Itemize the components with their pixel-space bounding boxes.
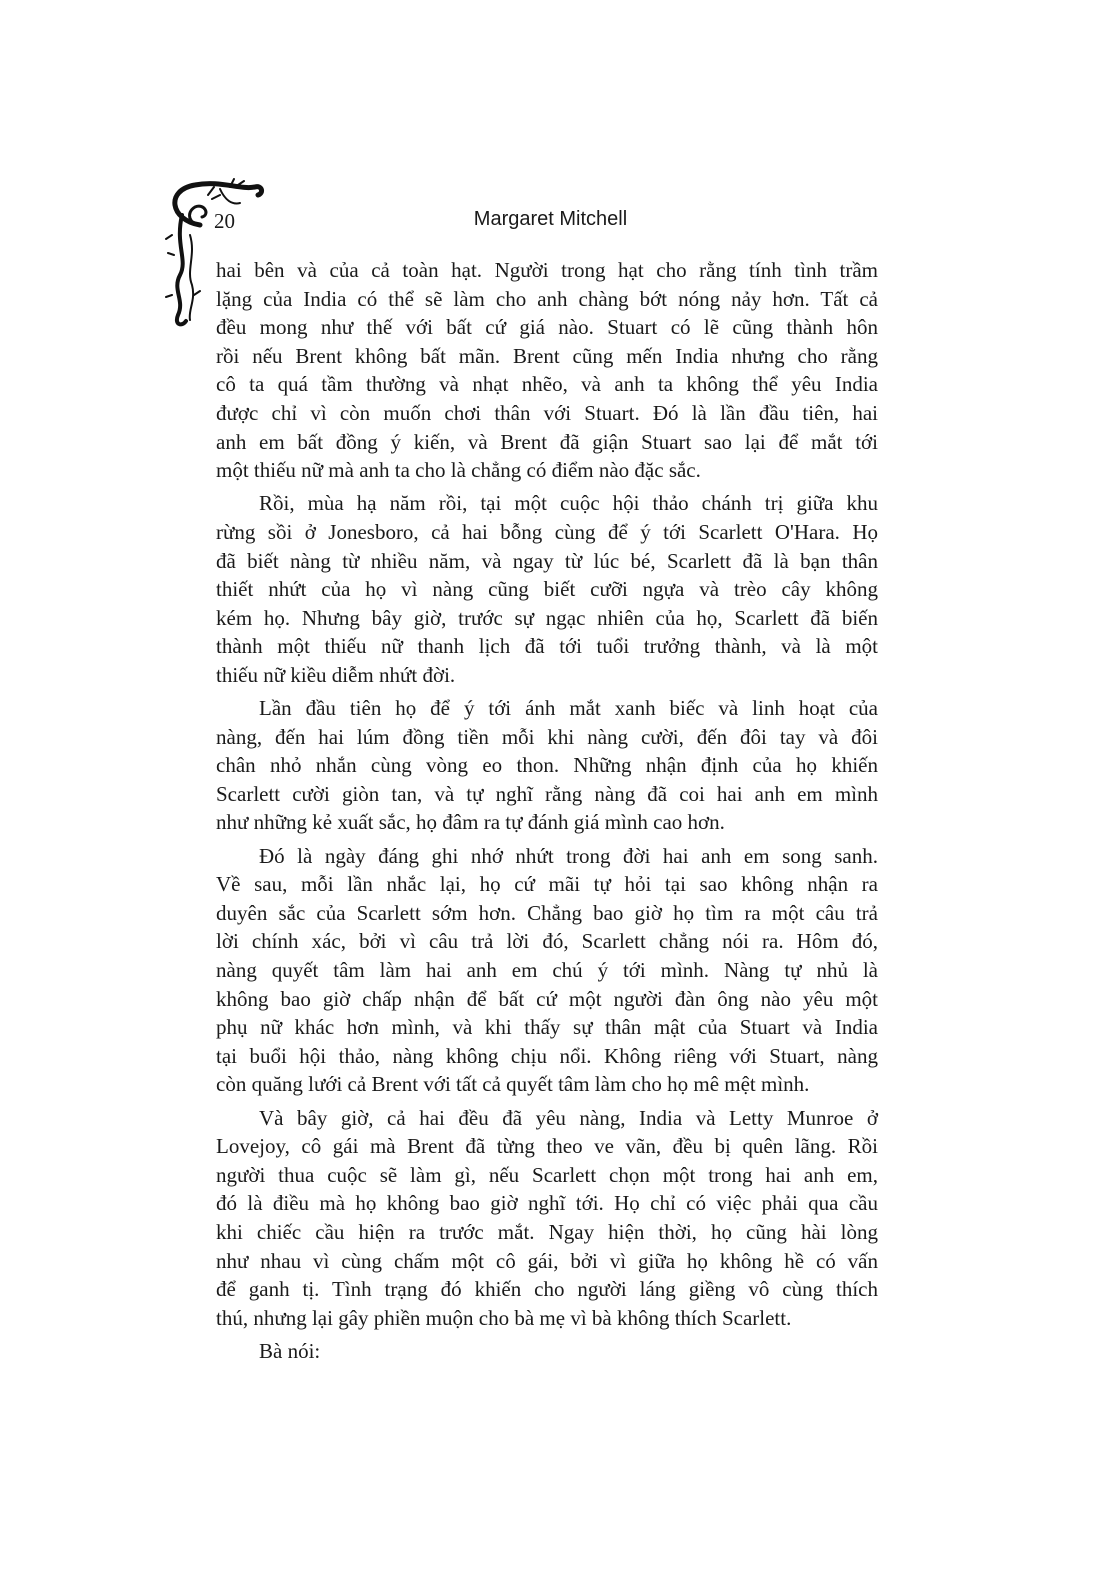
text-line: nàng, đến hai lúm đồng tiền mỗi khi nàng cười, đến đôi tay và đôi <box>216 724 878 749</box>
text-line: cô ta quá tầm thường và nhạt nhẽo, và anh ta không thể yêu India <box>216 372 878 397</box>
page-number: 20 <box>214 209 235 233</box>
text-line: Đó là ngày đáng ghi nhớ nhứt trong đời hai anh em song sanh. <box>259 843 878 868</box>
paragraph <box>216 256 878 485</box>
body-text <box>216 256 878 1366</box>
text-line: rừng sồi ở Jonesboro, cả hai bỗng cùng để ý tới Scarlett O'Hara. Họ <box>216 519 878 544</box>
text-line: Rồi, mùa hạ năm rồi, tại một cuộc hội thảo chánh trị giữa khu <box>259 491 878 516</box>
text-line: lời chính xác, bởi vì câu trả lời đó, Scarlett chẳng nói ra. Hôm đó, <box>216 929 878 954</box>
paragraph <box>216 489 878 689</box>
text-line: một thiếu nữ mà anh ta cho là chẳng có điểm nào đặc sắc. <box>216 458 701 483</box>
text-line: như nhau vì cùng chấm một cô gái, bởi vì giữa họ không hề có vấn <box>216 1248 878 1273</box>
text-line: rồi nếu Brent không bất mãn. Brent cũng mến India nhưng cho rằng <box>216 343 878 368</box>
text-line: không bao giờ chấp nhận để bất cứ một người đàn ông nào yêu một <box>216 986 878 1011</box>
text-line: Lovejoy, cô gái mà Brent đã từng theo ve vãn, đều bị quên lãng. Rồi <box>216 1134 878 1159</box>
text-line: duyên sắc của Scarlett sớm hơn. Chẳng bao giờ họ tìm ra một câu trả <box>216 900 878 925</box>
text-line: người thua cuộc sẽ làm gì, nếu Scarlett chọn một trong hai anh em, <box>216 1162 878 1187</box>
text-line: Bà nói: <box>259 1338 321 1363</box>
text-line: Và bây giờ, cả hai đều đã yêu nàng, India và Letty Munroe ở <box>259 1105 878 1130</box>
text-line: lặng của India có thể sẽ làm cho anh chàng bớt nóng nảy hơn. Tất cả <box>216 286 878 311</box>
text-line: phụ nữ khác hơn mình, và khi thấy sự thân mật của Stuart và India <box>216 1015 878 1040</box>
text-line: thú, nhưng lại gây phiền muộn cho bà mẹ vì bà không thích Scarlett. <box>216 1305 792 1330</box>
text-line: để ganh tị. Tình trạng đó khiến cho người láng giềng vô cùng thích <box>216 1277 878 1302</box>
text-line: đều mong như thế với bất cứ giá nào. Stuart có lẽ cũng thành hôn <box>216 315 878 340</box>
text-line: khi chiếc cầu hiện ra trước mắt. Ngay hiện thời, họ cũng hài lòng <box>216 1219 878 1244</box>
text-line: còn quăng lưới cả Brent với tất cả quyết tâm làm cho họ mê mệt mình. <box>216 1072 810 1097</box>
text-line: hai bên và của cả toàn hạt. Người trong hạt cho rằng tính tình trầm <box>216 258 878 282</box>
paragraph <box>216 842 878 1099</box>
text-line: như những kẻ xuất sắc, họ đâm ra tự đánh giá mình cao hơn. <box>216 810 725 835</box>
paragraph <box>216 1337 878 1366</box>
text-line: chân nhỏ nhắn cùng vòng eo thon. Những nhận định của họ khiến <box>216 753 878 778</box>
paragraph <box>216 1104 878 1333</box>
text-line: Về sau, mỗi lần nhắc lại, họ cứ mãi tự hỏi tại sao không nhận ra <box>216 872 878 897</box>
text-line: nàng quyết tâm làm hai anh em chú ý tới mình. Nàng tự nhủ là <box>216 958 878 983</box>
text-line: được chỉ vì còn muốn chơi thân với Stuart. Đó là lần đầu tiên, hai <box>216 400 878 425</box>
text-line: đã biết nàng từ nhiều năm, và ngay từ lúc bé, Scarlett đã là bạn thân <box>216 548 878 573</box>
text-line: thiếu nữ kiều diễm nhứt đời. <box>216 662 456 687</box>
text-line: thành một thiếu nữ thanh lịch đã tới tuổi trưởng thành, và là một <box>216 634 878 659</box>
text-line: thiết nhứt của họ vì nàng cũng biết cưỡi ngựa và trèo cây không <box>216 577 878 602</box>
text-line: anh em bất đồng ý kiến, và Brent đã giận Stuart sao lại để mắt tới <box>216 429 878 454</box>
text-line: tại buổi hội thảo, nàng không chịu nổi. Không riêng với Stuart, nàng <box>216 1043 878 1068</box>
paragraph <box>216 694 878 837</box>
text-line: kém họ. Nhưng bây giờ, trước sự ngạc nhiên của họ, Scarlett đã biến <box>216 605 878 630</box>
text-line: đó là điều mà họ không bao giờ nghĩ tới. Họ chỉ có việc phải qua cầu <box>216 1191 878 1216</box>
running-head-author: Margaret Mitchell <box>473 208 628 230</box>
text-line: Lần đầu tiên họ để ý tới ánh mắt xanh biếc và linh hoạt của <box>259 696 878 721</box>
text-line: Scarlett cười giòn tan, và tự nghĩ rằng nàng đã coi hai anh em mình <box>216 781 878 806</box>
